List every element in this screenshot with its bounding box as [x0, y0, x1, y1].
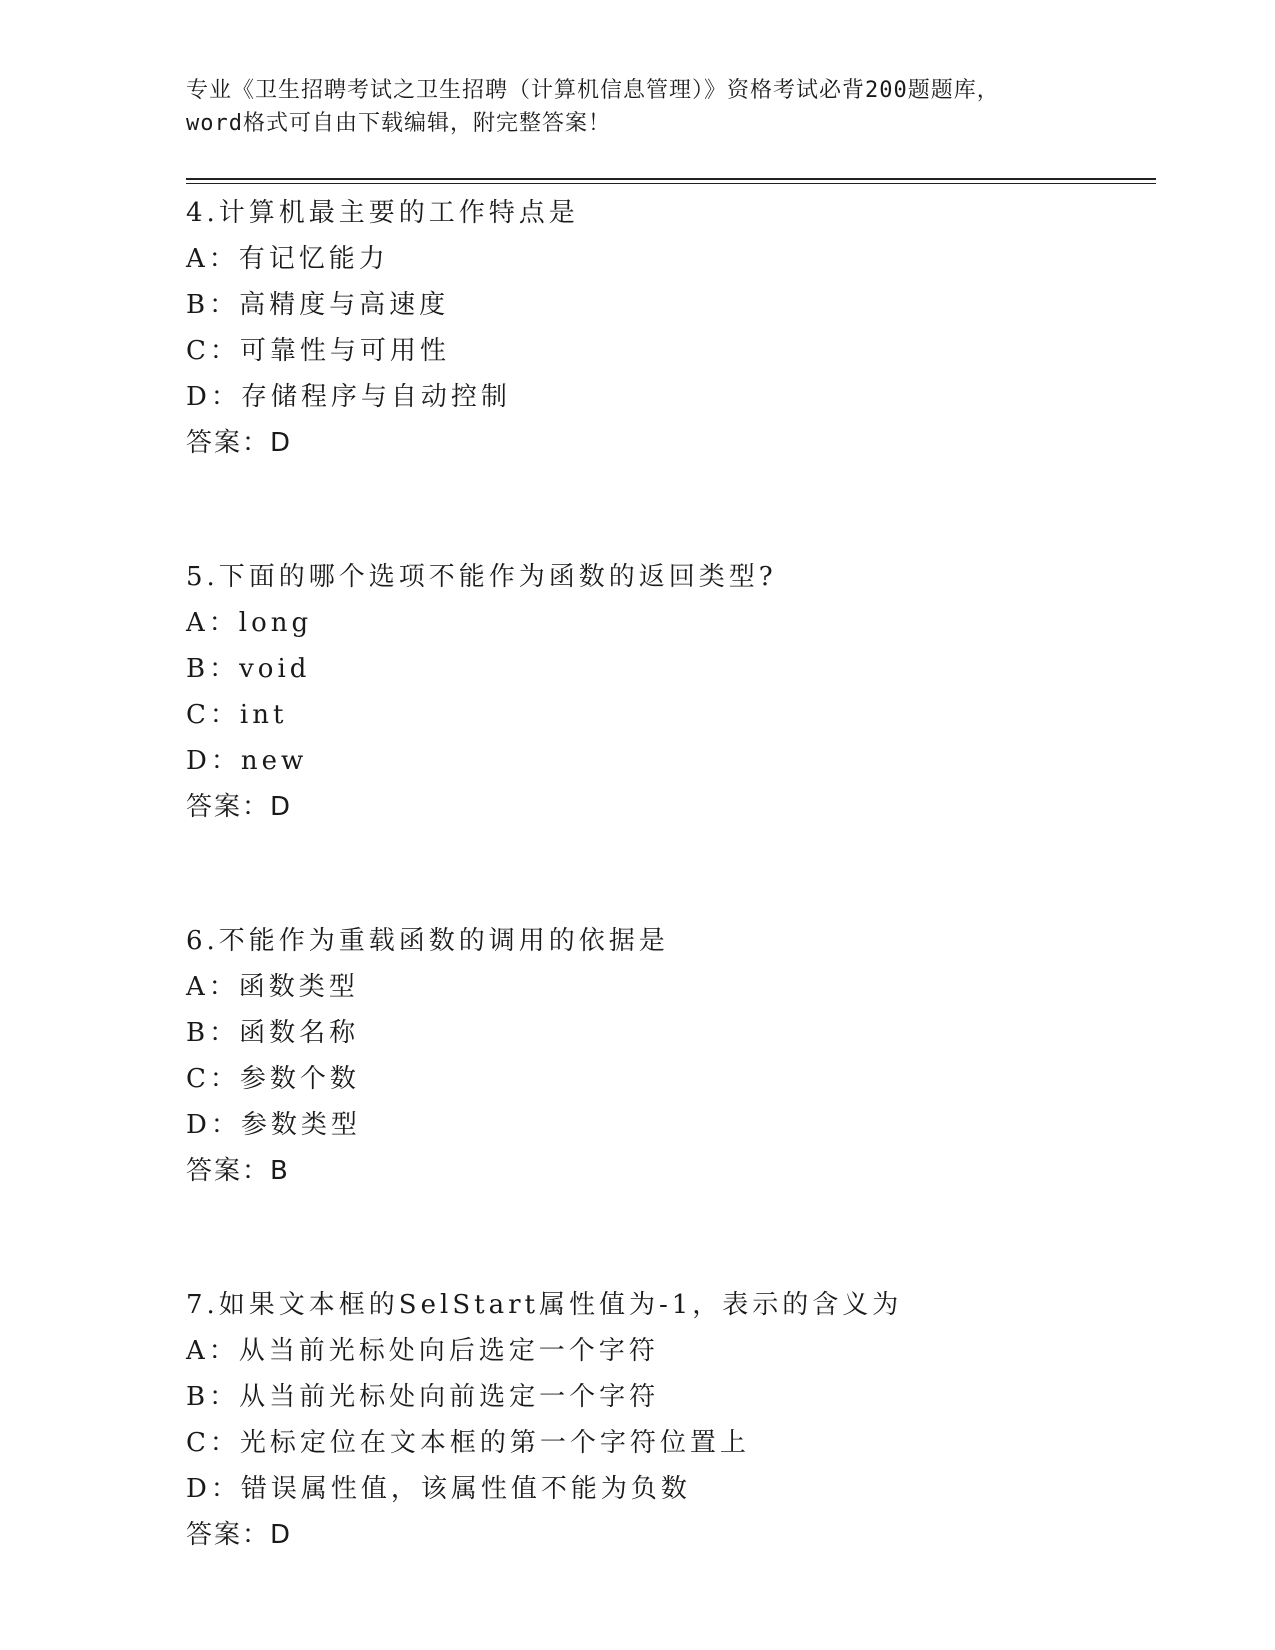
- option-key: A：: [186, 972, 239, 1002]
- question-spacer: [186, 830, 1146, 918]
- option-text: 参数类型: [240, 1110, 361, 1140]
- option-b: [186, 282, 1146, 328]
- option-text: 高精度与高速度: [239, 290, 450, 320]
- answer-line: 答案：B: [186, 1156, 290, 1186]
- option-key: D：: [186, 1110, 241, 1140]
- option-text: 错误属性值，该属性值不能为负数: [240, 1474, 691, 1504]
- answer-line: 答案：D: [186, 1520, 293, 1550]
- option-b: [186, 646, 1146, 692]
- option-c: [186, 692, 1146, 738]
- question-stem: 4.计算机最主要的工作特点是: [186, 198, 579, 228]
- question-stem: 5.下面的哪个选项不能作为函数的返回类型?: [186, 562, 777, 592]
- question-6: [186, 918, 1146, 1194]
- option-d: [186, 374, 1146, 420]
- option-a: [186, 600, 1146, 646]
- option-c: [186, 328, 1146, 374]
- option-b: [186, 1010, 1146, 1056]
- question-stem: 6.不能作为重载函数的调用的依据是: [186, 926, 669, 956]
- option-b: [186, 1374, 1146, 1420]
- question-spacer: [186, 1194, 1146, 1282]
- question-7: [186, 1282, 1146, 1558]
- header-divider-thick: [186, 178, 1156, 180]
- option-key: B：: [186, 290, 240, 320]
- option-key: D：: [186, 382, 241, 412]
- option-a: [186, 236, 1146, 282]
- option-key: D：: [186, 746, 241, 776]
- question-list: [186, 190, 1146, 1558]
- option-key: C：: [186, 700, 240, 730]
- question-stem: 7.如果文本框的SelStart属性值为-1，表示的含义为: [186, 1290, 903, 1320]
- header-title-line-1: 专业《卫生招聘考试之卫生招聘（计算机信息管理）》资格考试必背200题题库，: [186, 78, 1000, 103]
- option-key: A：: [186, 244, 239, 274]
- option-text: 有记忆能力: [238, 244, 389, 274]
- option-key: A：: [186, 608, 239, 638]
- option-key: B：: [186, 654, 240, 684]
- option-c: [186, 1420, 1146, 1466]
- option-text: 可靠性与可用性: [239, 336, 450, 366]
- option-key: D：: [186, 1474, 241, 1504]
- option-text: long: [238, 608, 313, 638]
- question-4: [186, 190, 1146, 466]
- option-key: B：: [186, 1018, 240, 1048]
- option-key: B：: [186, 1382, 240, 1412]
- option-d: [186, 738, 1146, 784]
- option-key: C：: [186, 1428, 240, 1458]
- option-a: [186, 1328, 1146, 1374]
- question-5: [186, 554, 1146, 830]
- option-text: 存储程序与自动控制: [240, 382, 511, 412]
- option-text: int: [239, 700, 288, 730]
- option-key: A：: [186, 1336, 239, 1366]
- answer-line: 答案：D: [186, 428, 293, 458]
- option-a: [186, 964, 1146, 1010]
- option-text: 函数类型: [238, 972, 359, 1002]
- option-text: new: [240, 746, 308, 776]
- option-c: [186, 1056, 1146, 1102]
- option-key: C：: [186, 1064, 240, 1094]
- header-title-line-2: word格式可自由下载编辑，附完整答案！: [186, 111, 611, 136]
- option-text: 参数个数: [239, 1064, 360, 1094]
- option-key: C：: [186, 336, 240, 366]
- option-text: 函数名称: [239, 1018, 360, 1048]
- answer-line: 答案：D: [186, 792, 293, 822]
- option-text: 光标定位在文本框的第一个字符位置上: [239, 1428, 750, 1458]
- question-spacer: [186, 466, 1146, 554]
- option-text: 从当前光标处向前选定一个字符: [239, 1382, 660, 1412]
- option-d: [186, 1466, 1146, 1512]
- option-text: 从当前光标处向后选定一个字符: [238, 1336, 659, 1366]
- option-d: [186, 1102, 1146, 1148]
- header-divider-thin: [186, 183, 1156, 184]
- option-text: void: [239, 654, 311, 684]
- document-header: [186, 74, 1106, 140]
